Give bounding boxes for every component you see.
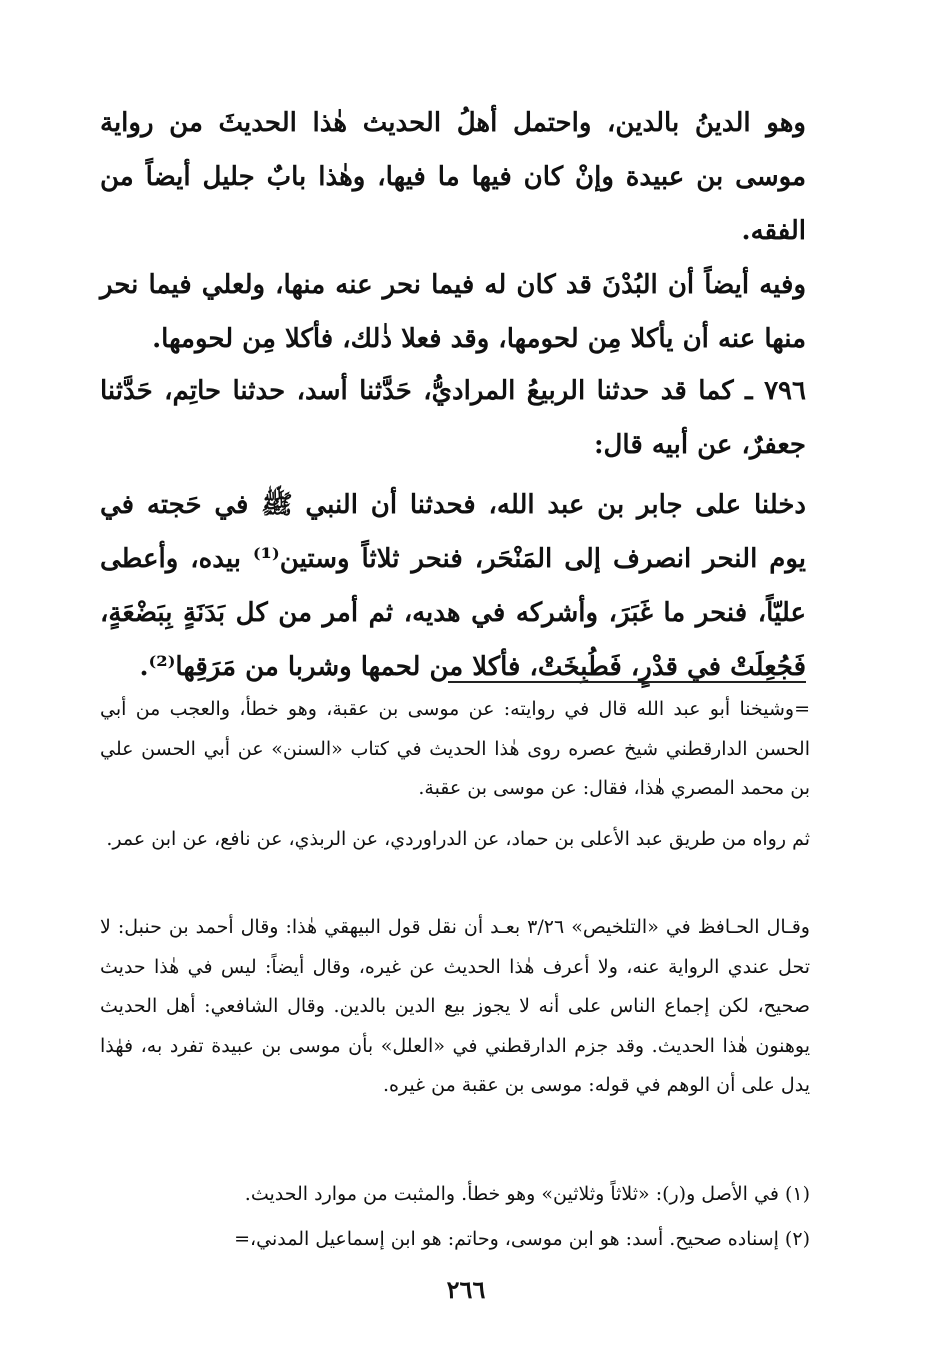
hadith-chain-paragraph: ٧٩٦ ـ كما قد حدثنا الربيعُ المراديُّ، حَدَّثنا أسد، حدثنا حاتِم، حَدَّثنا جعفرٌ، عن أبيه قال:: [100, 376, 806, 460]
main-paragraph-1: وهو الدينُ بالدين، واحتمل أهلُ الحديث هٰذا الحديثَ من رواية موسى بن عبيدة وإنْ كان فيها ما فيها، وهٰذا بابٌ جليل أيضاً من الفقه.: [100, 108, 806, 246]
footnote-separator: [448, 681, 806, 683]
footnote-1: (١) في الأصل و(ر): «ثلاثاً وثلاثين» وهو خطأ. والمثبت من موارد الحديث.: [244, 1183, 810, 1205]
main-paragraph-2: وفيه أيضاً أن البُدْنَ قد كان له فيما نحر عنه منها، ولعلي فيما نحر منها عنه أن يأكلا مِن لحومها، وقد فعلا ذٰلك، فأكلا مِن لحومها.: [100, 270, 806, 354]
hadith-text-paragraph: دخلنا على جابر بن عبد الله، فحدثنا أن النبي ﷺ في حَجته في يوم النحر انصرف إلى المَنْحَر، فنحر ثلاثاً وستين⁽¹⁾ بيده، وأعطى عليّاً، فنحر ما غَبَرَ، وأشركه في هديه، ثم أمر من كل بَدَنَةٍ بِبَضْعَةٍ، فَجُعِلَتْ في قدْرٍ، فَطُبِخَتْ، فأكلا من لحمها وشربا من مَرَقِها⁽²⁾.: [100, 490, 807, 682]
footnote-continuation-1: =وشيخنا أبو عبد الله قال في روايته: عن موسى بن عقبة، وهو خطأ، والعجب من أبي الحسن الدارقطني شيخ عصره روى هٰذا الحديث في كتاب «السنن» عن أبي الحسن علي بن محمد المصري هٰذا، فقال: عن موسى بن عقبة.: [100, 698, 811, 799]
page-number: ٢٦٦: [446, 1275, 486, 1304]
footnote-2: (٢) إسناده صحيح. أسد: هو ابن موسى، وحاتم: هو ابن إسماعيل المدني،=: [234, 1228, 810, 1250]
footnote-continuation-3: وقـال الحـافظ في «التلخيص» ٣/٢٦ بعـد أن نقل قول البيهقي هٰذا: وقال أحمد بن حنبل: لا تحل عندي الرواية عنه، ولا أعرف هٰذا الحديث عن غيره، وقال أيضاً: ليس في هٰذا حديث صحيح، لكن إجماع الناس على أنه لا يجوز بيع الدين بالدين. وقال الشافعي: أهل الحديث يوهنون هٰذا الحديث. وقد جزم الدارقطني في «العلل» بأن موسى بن عبيدة تفرد به، فهٰذا يدل على أن الوهم في قوله: موسى بن عقبة من غيره.: [100, 916, 810, 1096]
footnote-continuation-2: ثم رواه من طريق عبد الأعلى بن حماد، عن الدراوردي، عن الربذي، عن نافع، عن ابن عمر.: [106, 828, 810, 850]
